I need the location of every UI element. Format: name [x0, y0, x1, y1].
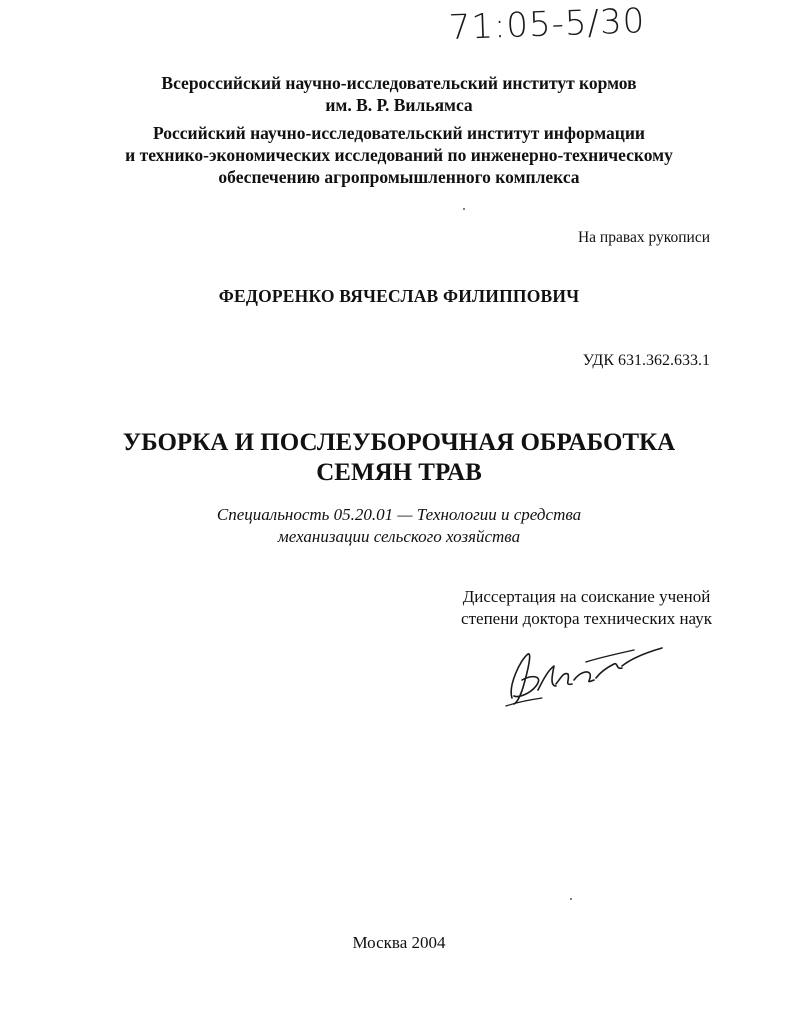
city-and-year: Москва 2004 — [352, 933, 446, 952]
institution-first-line-1: Всероссийский научно-исследовательский институт кормов — [161, 73, 637, 93]
dissertation-title — [0, 428, 798, 488]
title-line-2: СЕМЯН ТРАВ — [316, 459, 482, 486]
degree-line-1: Диссертация на соискание ученой — [462, 587, 711, 606]
institution-first-line-2: им. В. Р. Вильямса — [325, 95, 473, 115]
author-signature — [498, 640, 668, 710]
institution-second-line-3: обеспечению агропромышленного комплекса — [218, 167, 580, 187]
manuscript-rights-note: На правах рукописи — [577, 229, 710, 246]
institution-first — [0, 72, 798, 116]
speciality-line-1: Специальность 05.20.01 — Технологии и средства — [216, 505, 582, 524]
speciality-line-2: механизации сельского хозяйства — [277, 527, 521, 546]
title-line-1: УБОРКА И ПОСЛЕУБОРОЧНАЯ ОБРАБОТКА — [122, 429, 676, 456]
scan-speck — [463, 208, 465, 210]
archive-code-handwritten: 71:05-5/30 — [448, 1, 646, 48]
dissertation-degree — [461, 586, 712, 630]
udk-code: УДК 631.362.633.1 — [582, 352, 710, 369]
institution-second — [0, 122, 798, 188]
speciality — [0, 504, 798, 548]
institution-second-line-1: Российский научно-исследовательский институт информации — [152, 123, 646, 143]
institution-second-line-2: и технико-экономических исследований по инженерно-техническому — [125, 145, 673, 165]
author-name: ФЕДОРЕНКО ВЯЧЕСЛАВ ФИЛИППОВИЧ — [218, 286, 580, 306]
degree-line-2: степени доктора технических наук — [461, 609, 712, 628]
scan-speck — [570, 898, 572, 900]
